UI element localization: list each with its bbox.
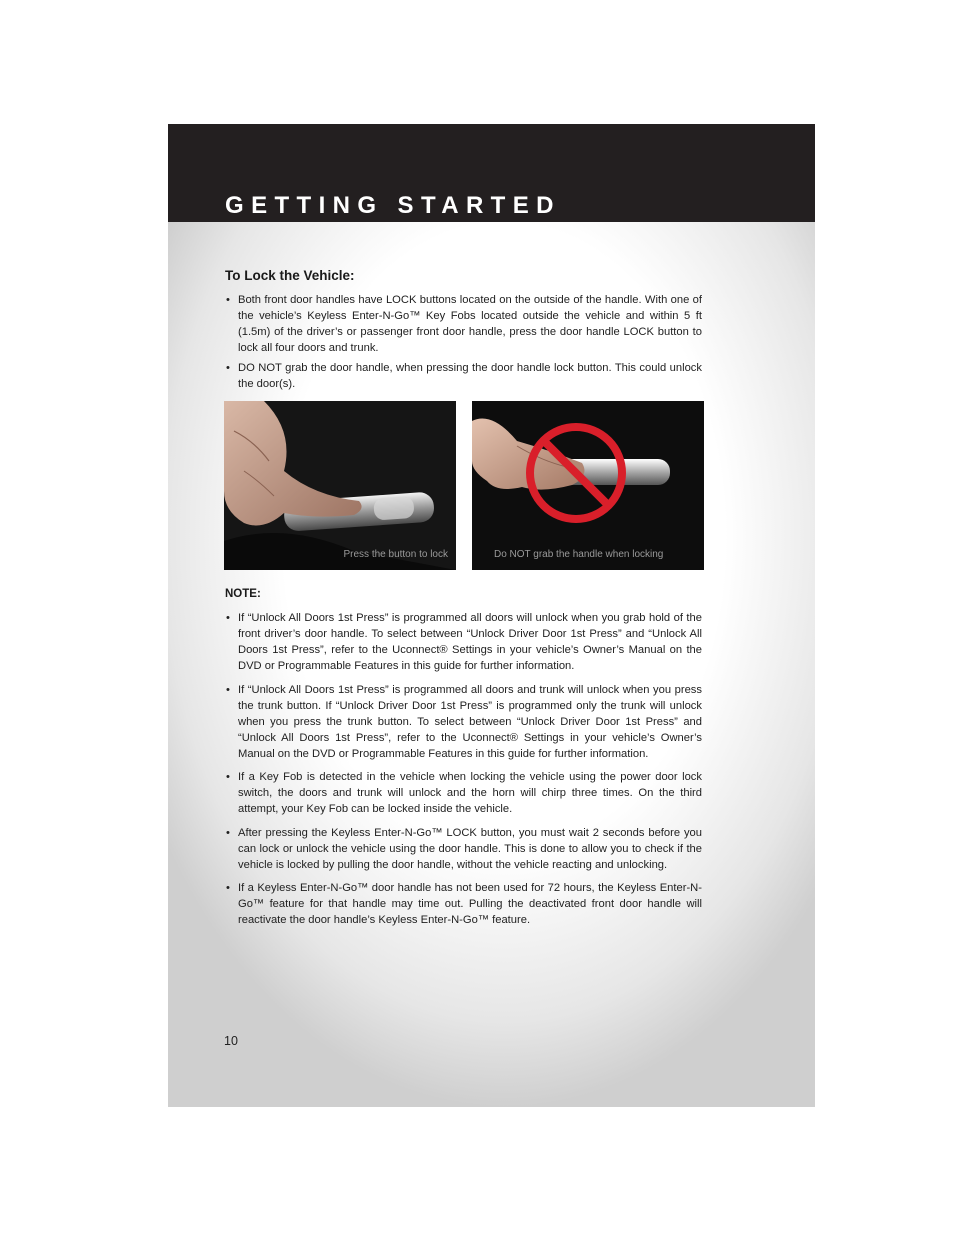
lock-vehicle-heading: To Lock the Vehicle: bbox=[225, 268, 355, 283]
note-label: NOTE: bbox=[225, 588, 261, 600]
list-item-text: If a Key Fob is detected in the vehicle when locking the vehicle using the power door lock switch, the doors and trunk will unlock and the horn will chirp three times. On the third attempt, your Key Fob can be locked inside the vehicle. bbox=[238, 771, 702, 815]
finger-press-illustration bbox=[224, 401, 456, 570]
list-item-text: If a Keyless Enter-N-Go™ door handle has not been used for 72 hours, the Keyless Enter-N-Go™ feature for that handle may time out. Pulling the deactivated front door handle will reactivate the door handle’s Keyless Enter-N-Go™ feature. bbox=[238, 882, 702, 926]
list-item-text: DO NOT grab the door handle, when pressing the door handle lock button. This could unlock the door(s). bbox=[238, 362, 702, 390]
list-item-text: If “Unlock All Doors 1st Press” is programmed all doors and trunk will unlock when you press the trunk button. If “Unlock Driver Door 1st Press” is programmed only the trunk will unlock when you press the trunk button. To select between “Unlock Driver Door 1st Press” and “Unlock All Doors 1st Press”, refer to the Uconnect® Settings in your vehicle’s Owner’s Manual on the DVD or Programmable Features in this guide for further information. bbox=[238, 683, 702, 760]
prohibition-icon bbox=[472, 401, 704, 570]
list-item: • If a Keyless Enter-N-Go™ door handle has not been used for 72 hours, the Keyless Enter-N-Go™ feature for that handle may time out. Pulling the deactivated front door handle will reactivate the door handle’s Keyless Enter-N-Go™ feature. bbox=[226, 882, 702, 926]
list-item: • Both front door handles have LOCK buttons located on the outside of the handle. With one of the vehicle’s Keyless Enter-N-Go™ Key Fobs located outside the vehicle and within 5 ft (1.5m) of the driver’s or passenger front door handle, press the door handle LOCK button to lock all four doors and trunk. bbox=[226, 294, 702, 354]
list-item: • If “Unlock All Doors 1st Press” is programmed all doors will unlock when you grab hold of the front driver’s door handle. To select between “Unlock Driver Door 1st Press” and “Unlock All Doors 1st Press”, refer to the Uconnect® Settings in your vehicle’s Owner’s Manual on the DVD or Programmable Features in this guide for further information. bbox=[226, 612, 702, 672]
note-list bbox=[225, 610, 702, 936]
manual-page bbox=[168, 124, 815, 1107]
list-item-text: Both front door handles have LOCK buttons located on the outside of the handle. With one of the vehicle’s Keyless Enter-N-Go™ Key Fobs located outside the vehicle and within 5 ft (1.5m) of the driver’s or passenger front door handle, press the door handle LOCK button to lock all four doors and trunk. bbox=[238, 294, 702, 354]
page-number: 10 bbox=[224, 1034, 238, 1048]
list-item: • If a Key Fob is detected in the vehicle when locking the vehicle using the power door lock switch, the doors and trunk will unlock and the horn will chirp three times. On the third attempt, your Key Fob can be locked inside the vehicle. bbox=[226, 771, 702, 815]
list-item: • If “Unlock All Doors 1st Press” is programmed all doors and trunk will unlock when you press the trunk button. If “Unlock Driver Door 1st Press” is programmed only the trunk will unlock when you press the trunk button. To select between “Unlock Driver Door 1st Press” and “Unlock All Doors 1st Press”, refer to the Uconnect® Settings in your vehicle’s Owner’s Manual on the DVD or Programmable Features in this guide for further information. bbox=[226, 683, 702, 760]
list-item: • DO NOT grab the door handle, when pressing the door handle lock button. This could unlock the door(s). bbox=[226, 362, 702, 390]
do-not-grab-photo bbox=[472, 401, 704, 570]
lock-instructions-list bbox=[225, 292, 702, 396]
section-header-bar bbox=[168, 124, 815, 222]
list-item-text: After pressing the Keyless Enter-N-Go™ LOCK button, you must wait 2 seconds before you can lock or unlock the vehicle using the door handle. This is done to allow you to check if the vehicle is locked by pulling the door handle, without the vehicle reacting and unlocking. bbox=[238, 826, 702, 871]
list-item: • After pressing the Keyless Enter-N-Go™ LOCK button, you must wait 2 seconds before you can lock or unlock the vehicle using the door handle. This is done to allow you to check if the vehicle is locked by pulling the door handle, without the vehicle reacting and unlocking. bbox=[226, 826, 702, 871]
press-button-photo bbox=[224, 401, 456, 570]
section-title: GETTING STARTED bbox=[225, 192, 561, 219]
photo-caption: Do NOT grab the handle when locking bbox=[494, 549, 664, 560]
list-item-text: If “Unlock All Doors 1st Press” is programmed all doors will unlock when you grab hold of the front driver’s door handle. To select between “Unlock Driver Door 1st Press” and “Unlock All Doors 1st Press”, refer to the Uconnect® Settings in your vehicle’s Owner’s Manual on the DVD or Programmable Features in this guide for further information. bbox=[238, 612, 702, 672]
photo-caption: Press the button to lock bbox=[343, 549, 448, 560]
